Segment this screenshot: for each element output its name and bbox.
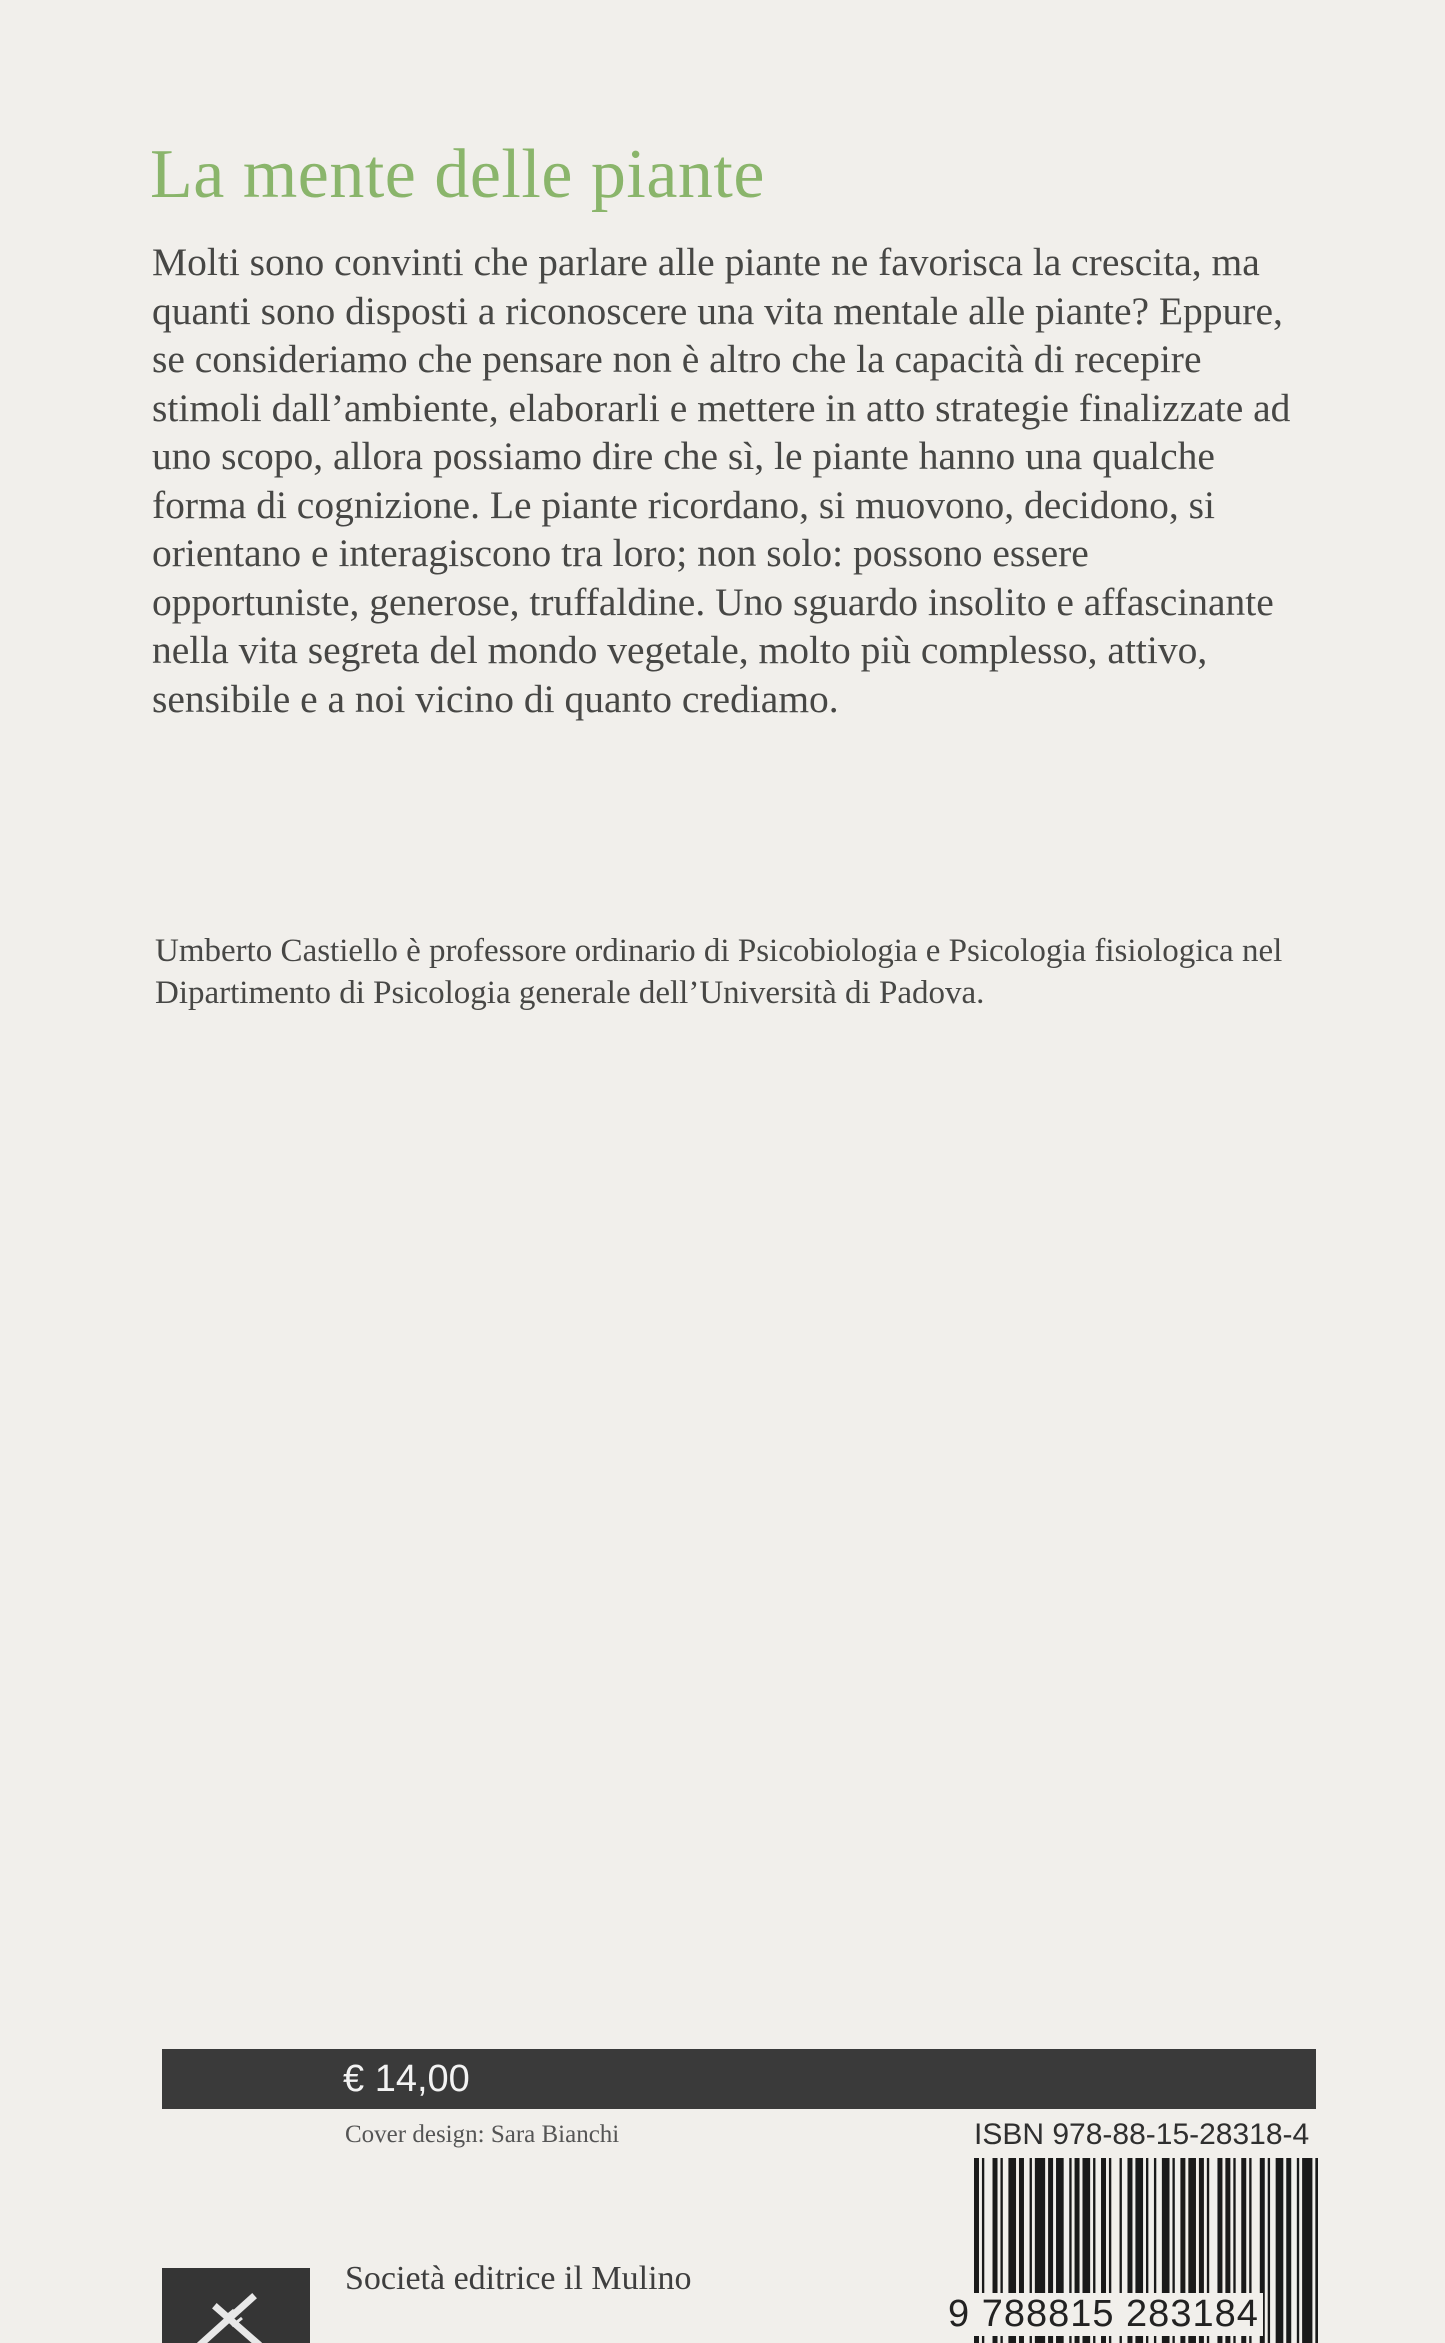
- book-blurb: Molti sono convinti che parlare alle piante ne favorisca la crescita, ma quanti sono disposti a riconoscere una vita mentale alle piante? Eppure, se consideriamo che pensare non è altro che la capacità di recepire stimoli dall’ambiente, elaborarli e mettere in atto strategie finalizzate ad uno scopo, allora possiamo dire che sì, le piante hanno una qualche forma di cognizione. Le piante ricordano, si muovono, decidono, si orientano e interagiscono tra loro; non solo: possono essere opportuniste, generose, truffaldine. Uno sguardo insolito e affascinante nella vita segreta del mondo vegetale, molto più complesso, attivo, sensibile e a noi vicino di quanto crediamo.: [152, 240, 1291, 721]
- publisher-name: Società editrice il Mulino: [345, 2260, 692, 2297]
- cover-design-credit: Cover design: Sara Bianchi: [345, 2121, 620, 2148]
- author-bio: Umberto Castiello è professore ordinario di Psicobiologia e Psicologia fisiologica nel Dipartimento di Psicologia generale dell’Università di Padova.: [155, 933, 1283, 1011]
- book-title: La mente delle piante: [150, 136, 765, 213]
- barcode-bar: [1315, 2158, 1318, 2343]
- barcode-digits: 9 788815 283184: [944, 2293, 1263, 2336]
- isbn-label: ISBN 978-88-15-28318-4: [974, 2118, 1310, 2151]
- price-bar: [162, 2049, 1316, 2109]
- barcode-bar: [1286, 2158, 1291, 2343]
- barcode-bar: [1276, 2158, 1284, 2343]
- barcode-bar: [1302, 2158, 1312, 2343]
- barcode-bar: [1297, 2158, 1299, 2343]
- barcode-bar: [1268, 2158, 1270, 2343]
- mulino-windmill-icon: [162, 2268, 310, 2343]
- price-label: € 14,00: [343, 2058, 470, 2100]
